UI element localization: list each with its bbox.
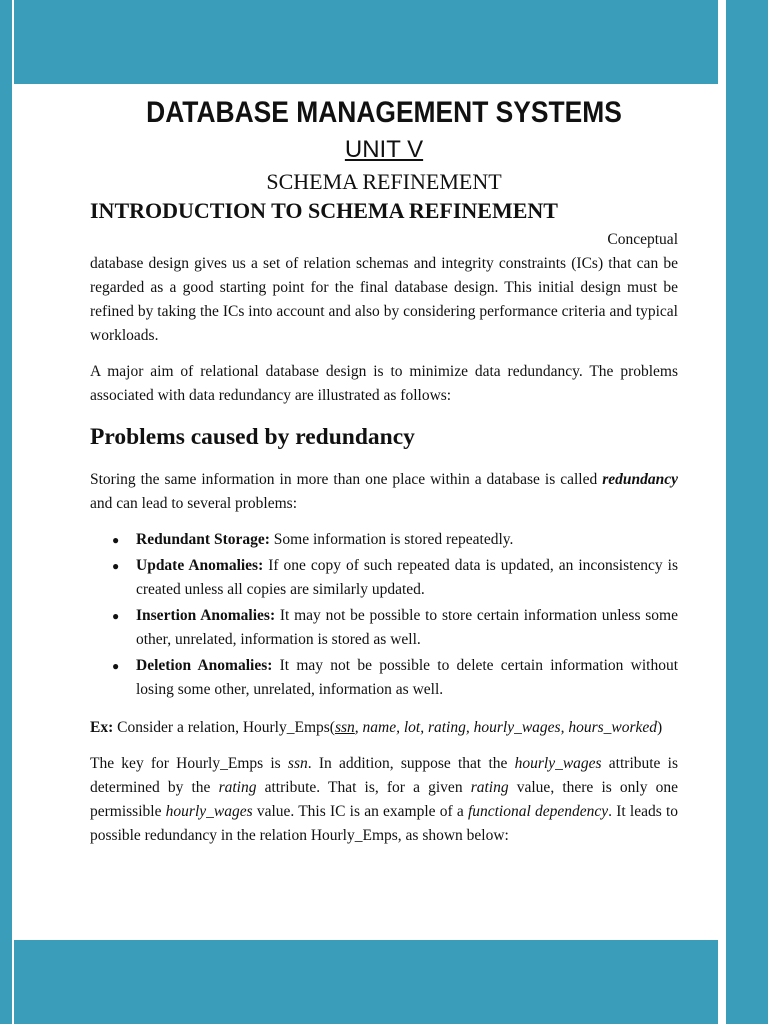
document-title: DATABASE MANAGEMENT SYSTEMS — [146, 96, 622, 129]
redundancy-definition-paragraph — [90, 468, 678, 516]
list-item — [112, 554, 678, 602]
fd-term: ssn — [287, 755, 308, 772]
fd-text: value. This IC is an example of a — [252, 803, 468, 820]
fd-text: attribute is determined by the — [90, 755, 678, 796]
bottom-banner — [0, 940, 768, 1024]
fd-term: functional dependency — [467, 803, 609, 820]
unit-label: UNIT V — [344, 136, 424, 163]
list-item — [112, 528, 678, 552]
intro-first-word: Conceptual — [607, 231, 678, 248]
section-heading-problems: Problems caused by redundancy — [90, 424, 415, 450]
redundancy-term: redundancy — [602, 471, 678, 488]
bullet-text: If one copy of such repeated data is updated, an inconsistency is created unless all copies are similarly updated. — [136, 557, 678, 598]
bullet-label: Deletion Anomalies: — [136, 657, 273, 674]
problem-list — [90, 528, 678, 702]
bullet-text: Some information is stored repeatedly. — [269, 531, 514, 548]
intro-paragraph — [90, 228, 678, 348]
redundancy-aim-paragraph: A major aim of relational database design is to minimize data redundancy. The problems associated with data redundancy are illustrated as follows: — [90, 363, 678, 404]
bullet-text: It may not be possible to delete certain information without losing some other, unrelated, information as well. — [136, 657, 678, 698]
fd-term: hourly_wages — [165, 803, 253, 820]
relation-attributes: , name, lot, rating, hourly_wages, hours_worked — [354, 719, 658, 736]
bullet-text: It may not be possible to store certain information unless some other, unrelated, information is stored as well. — [136, 607, 678, 648]
fd-text: . In addition, suppose that the — [307, 755, 515, 772]
top-banner — [0, 0, 768, 84]
intro-text: database design gives us a set of relation schemas and integrity constraints (ICs) that can be regarded as a good starting point for the final database design. This initial design must be refined by taking the ICs into account and also by considering performance criteria and typical workloads. — [90, 255, 678, 344]
bullet-icon: ● — [112, 609, 120, 623]
fd-text: The key for Hourly_Emps is — [90, 755, 288, 772]
definition-text-pre: Storing the same information in more than one place within a database is called — [90, 471, 603, 488]
list-item — [112, 604, 678, 652]
section-heading-intro: INTRODUCTION TO SCHEMA REFINEMENT — [90, 198, 558, 223]
right-border-gap — [718, 0, 726, 1024]
right-border-strip — [726, 84, 768, 940]
example-text: Consider a relation, Hourly_Emps( — [113, 719, 335, 736]
fd-text: . It leads to possible redundancy in the relation Hourly_Emps, as shown below: — [90, 803, 679, 844]
bullet-label: Redundant Storage: — [136, 531, 270, 548]
document-page — [90, 94, 678, 860]
fd-term: rating — [470, 779, 509, 796]
fd-term: rating — [218, 779, 257, 796]
fd-text: value, there is only one permissible — [90, 779, 678, 820]
bullet-label: Update Anomalies: — [136, 557, 264, 574]
example-paragraph — [90, 716, 678, 740]
definition-text-post: and can lead to several problems: — [90, 495, 298, 512]
fd-text: attribute. That is, for a given — [256, 779, 471, 796]
bullet-icon: ● — [112, 559, 120, 573]
functional-dependency-paragraph — [90, 752, 678, 848]
chapter-subtitle: SCHEMA REFINEMENT — [266, 169, 502, 194]
bullet-label: Insertion Anomalies: — [136, 607, 276, 624]
list-item — [112, 654, 678, 702]
example-close: ) — [657, 719, 663, 736]
fd-term: hourly_wages — [514, 755, 602, 772]
example-label: Ex: — [90, 719, 114, 736]
unit-heading — [90, 132, 678, 168]
left-border-gap — [12, 0, 14, 1024]
bullet-icon: ● — [112, 659, 120, 673]
key-attribute: ssn — [334, 719, 355, 736]
bullet-icon: ● — [112, 533, 120, 547]
